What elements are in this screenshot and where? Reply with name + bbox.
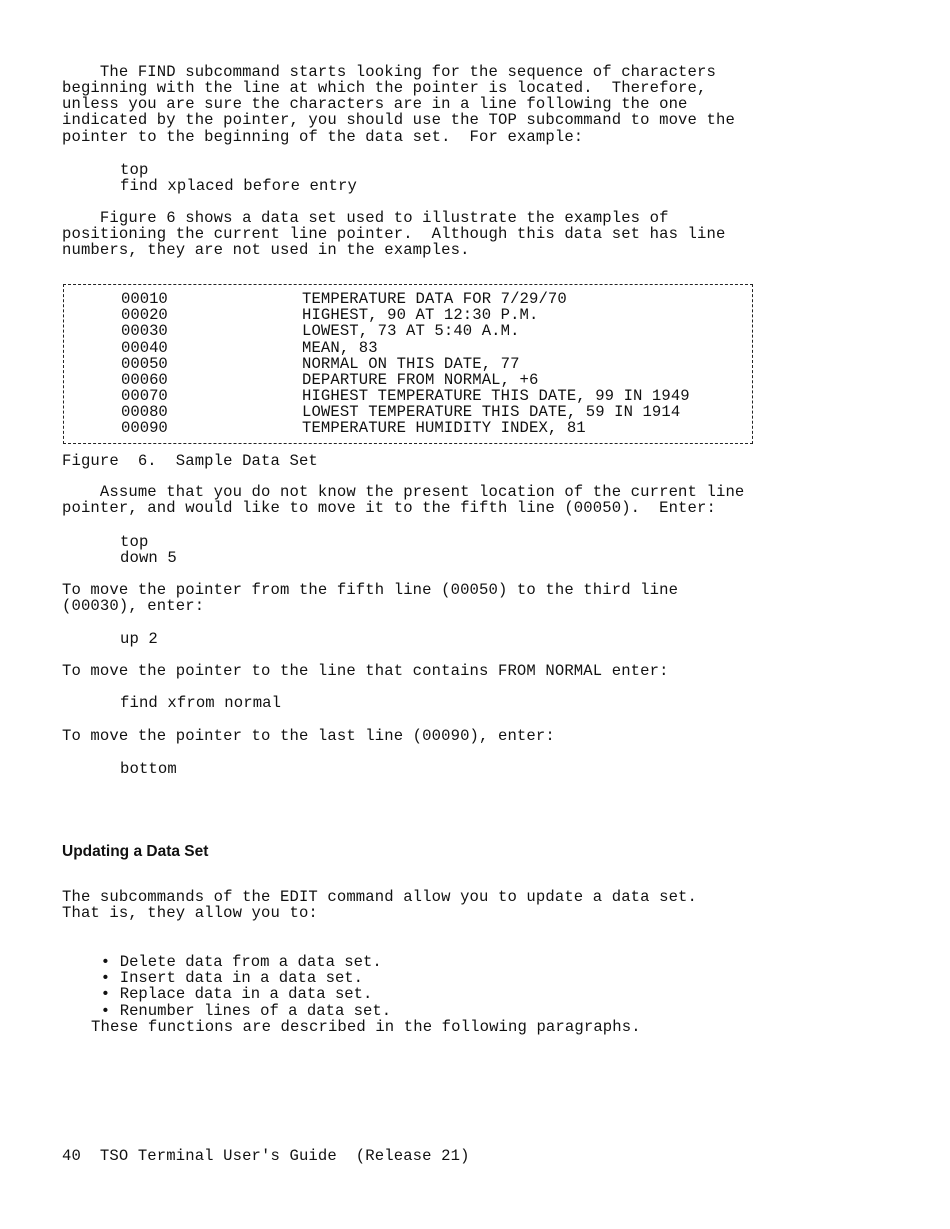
code-line: find xfrom normal xyxy=(120,694,282,712)
line-text: DEPARTURE FROM NORMAL, +6 xyxy=(302,371,539,389)
code-line: top xyxy=(120,161,149,179)
data-row xyxy=(64,291,752,307)
line-text: HIGHEST, 90 AT 12:30 P.M. xyxy=(302,306,539,324)
paragraph-line: These functions are described in the following paragraphs. xyxy=(91,1018,641,1036)
intro-line: unless you are sure the characters are in a line following the one xyxy=(62,95,688,113)
line-text: NORMAL ON THIS DATE, 77 xyxy=(302,355,520,373)
line-text: TEMPERATURE DATA FOR 7/29/70 xyxy=(302,290,567,308)
bullet-icon: • xyxy=(100,953,111,971)
paragraph-line: The subcommands of the EDIT command allow you to update a data set. xyxy=(62,888,698,906)
paragraph-line: Assume that you do not know the present location of the current line xyxy=(62,483,745,501)
list-item xyxy=(82,987,391,1019)
code-line: top xyxy=(120,533,149,551)
data-row xyxy=(64,420,752,436)
line-text: LOWEST, 73 AT 5:40 A.M. xyxy=(302,322,520,340)
data-row xyxy=(64,372,752,388)
line-number: 00030 xyxy=(121,322,168,340)
intro-line: beginning with the line at which the pointer is located. Therefore, xyxy=(62,79,707,97)
line-text: LOWEST TEMPERATURE THIS DATE, 59 IN 1914 xyxy=(302,403,681,421)
list-item-text: Delete data from a data set. xyxy=(119,953,382,971)
data-row xyxy=(64,356,752,372)
paragraph-line: Figure 6 shows a data set used to illustrate the examples of xyxy=(62,209,669,227)
line-number: 00020 xyxy=(121,306,168,324)
code-line: up 2 xyxy=(120,630,158,648)
line-text: HIGHEST TEMPERATURE THIS DATE, 99 IN 1949 xyxy=(302,387,690,405)
line-number: 00050 xyxy=(121,355,168,373)
list-item-text: Insert data in a data set. xyxy=(119,969,364,987)
data-row xyxy=(64,307,752,323)
paragraph-line: To move the pointer to the last line (00090), enter: xyxy=(62,727,555,745)
data-row xyxy=(64,388,752,404)
page-footer: 40 TSO Terminal User's Guide (Release 21) xyxy=(62,1147,470,1165)
paragraph-line: (00030), enter: xyxy=(62,597,205,615)
intro-line: The FIND subcommand starts looking for the sequence of characters xyxy=(62,63,716,81)
code-line: down 5 xyxy=(120,549,177,567)
paragraph-line: numbers, they are not used in the examples. xyxy=(62,241,470,259)
line-number: 00090 xyxy=(121,419,168,437)
code-line: find xplaced before entry xyxy=(120,177,357,195)
figure-box xyxy=(63,284,753,444)
list-item-text: Renumber lines of a data set. xyxy=(119,1002,392,1020)
paragraph-line: positioning the current line pointer. Although this data set has line xyxy=(62,225,726,243)
paragraph-line: To move the pointer from the fifth line (00050) to the third line xyxy=(62,581,679,599)
list-item-text: Replace data in a data set. xyxy=(119,985,373,1003)
line-number: 00010 xyxy=(121,290,168,308)
line-number: 00040 xyxy=(121,339,168,357)
section-heading: Updating a Data Set xyxy=(62,843,209,860)
bullet-icon: • xyxy=(100,969,111,987)
data-row xyxy=(64,323,752,339)
line-text: MEAN, 83 xyxy=(302,339,378,357)
bullet-icon: • xyxy=(100,1002,111,1020)
line-number: 00070 xyxy=(121,387,168,405)
bullet-icon: • xyxy=(100,985,111,1003)
line-number: 00080 xyxy=(121,403,168,421)
paragraph-line: pointer, and would like to move it to the fifth line (00050). Enter: xyxy=(62,499,716,517)
data-row xyxy=(64,404,752,420)
line-text: TEMPERATURE HUMIDITY INDEX, 81 xyxy=(302,419,586,437)
paragraph-line: To move the pointer to the line that contains FROM NORMAL enter: xyxy=(62,662,669,680)
line-number: 00060 xyxy=(121,371,168,389)
code-line: bottom xyxy=(120,760,177,778)
intro-line: indicated by the pointer, you should use the TOP subcommand to move the xyxy=(62,111,735,129)
data-row xyxy=(64,340,752,356)
figure-caption: Figure 6. Sample Data Set xyxy=(62,452,318,470)
paragraph-line: That is, they allow you to: xyxy=(62,904,318,922)
intro-line: pointer to the beginning of the data set. For example: xyxy=(62,128,584,146)
